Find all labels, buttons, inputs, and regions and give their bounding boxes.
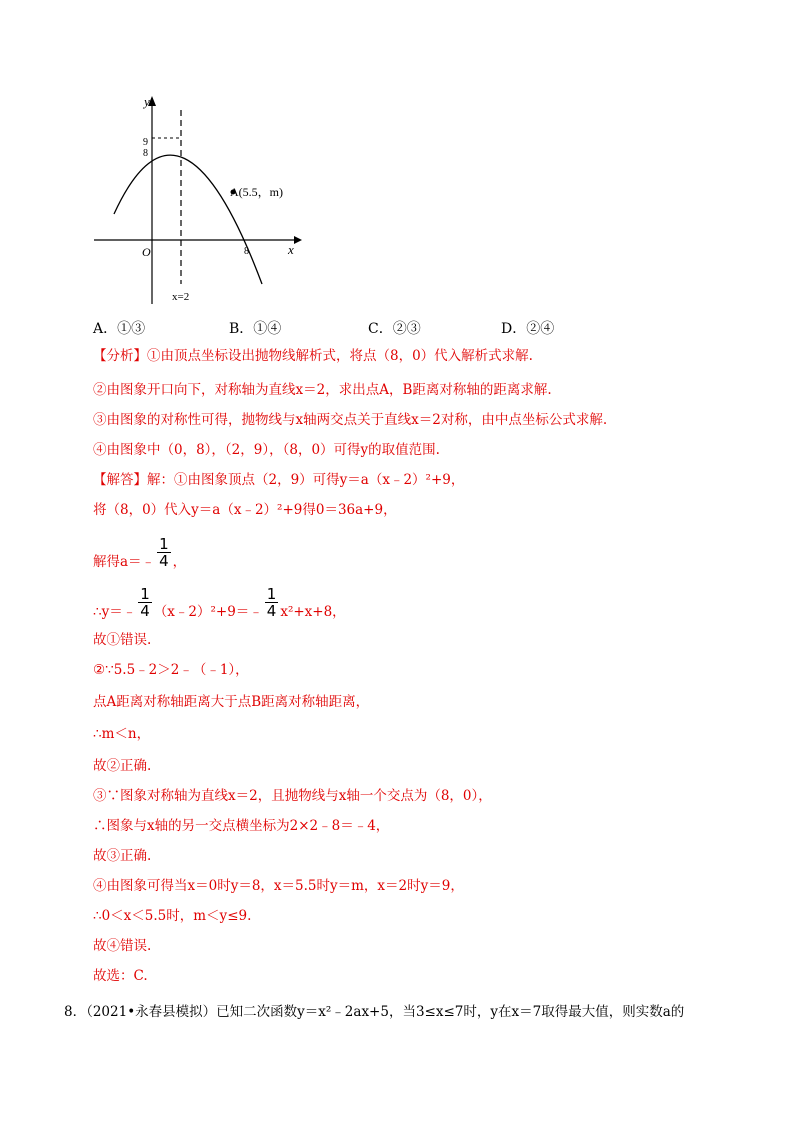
analysis-line-2: ②由图象开口向下，对称轴为直线x＝2，求出点A，B距离对称轴的距离求解. xyxy=(93,382,552,398)
origin-label: O xyxy=(142,245,151,259)
solution-line-16: 故选：C. xyxy=(93,968,148,984)
solution-line-11: ∴图象与x轴的另一交点横坐标为2×2﹣8＝﹣4， xyxy=(93,818,390,834)
fraction-numerator: 1 xyxy=(140,585,150,603)
point-a-label: A(5.5，m) xyxy=(230,185,283,199)
solution-line-13: ④由图象可得当x＝0时y＝8，x＝5.5时y＝m，x＝2时y＝9， xyxy=(93,878,464,894)
tick-label-8: 8 xyxy=(143,148,148,159)
solution-line-6: ②∵5.5﹣2＞2﹣（﹣1）， xyxy=(93,662,249,678)
fraction-numerator: 1 xyxy=(266,585,277,603)
option-d: D．②④ xyxy=(501,321,555,337)
solution-line-8: ∴m＜n， xyxy=(93,726,151,742)
solution-line-12: 故③正确. xyxy=(93,848,152,864)
y-axis-label: y xyxy=(144,94,150,109)
solution-line-3-post: ， xyxy=(172,554,187,570)
option-b: B．①④ xyxy=(229,321,282,337)
solution-line-14: ∴0＜x＜5.5时，m＜y≤9. xyxy=(93,908,252,924)
solution-line-1: 【解答】解：①由图象顶点（2，9）可得y＝a（x﹣2）²+9， xyxy=(93,472,465,488)
tick-label-9: 9 xyxy=(143,137,148,148)
analysis-line-1: 【分析】①由顶点坐标设出抛物线解析式，将点（8，0）代入解析式求解. xyxy=(93,348,533,364)
option-c: C．②③ xyxy=(368,321,421,337)
x-axis-arrow xyxy=(294,236,302,244)
fraction-numerator: 1 xyxy=(159,535,169,553)
x-axis-label: x xyxy=(288,242,294,257)
solution-line-7: 点A距离对称轴距离大于点B距离对称轴距离， xyxy=(93,694,370,710)
solution-line-3-pre: 解得a＝﹣ xyxy=(93,554,156,570)
answer-options xyxy=(93,318,733,342)
analysis-line-4: ④由图象中（0，8），（2，9），（8，0）可得y的取值范围. xyxy=(93,442,440,458)
solution-line-4-c: x²+x+8， xyxy=(280,604,346,620)
fraction-one-quarter-3 xyxy=(265,586,279,619)
fraction-denominator: 4 xyxy=(266,602,277,620)
solution-line-4-b: （x﹣2）²+9＝﹣ xyxy=(153,604,263,620)
solution-line-4 xyxy=(93,585,346,629)
fraction-one-quarter-2 xyxy=(138,586,152,619)
parabola-graph xyxy=(88,88,308,312)
solution-line-4-a: ∴y＝﹣ xyxy=(93,604,137,620)
question-8: 8．（2021•永春县模拟）已知二次函数y＝x²﹣2ax+5，当3≤x≤7时，y在x＝7取得最大值，则实数a的 xyxy=(64,1004,685,1020)
axis-line-label: x=2 xyxy=(172,291,190,303)
parabola-curve xyxy=(114,155,262,284)
option-a: A．①③ xyxy=(93,321,146,337)
fraction-one-quarter xyxy=(157,536,171,569)
fraction-denominator: 4 xyxy=(140,602,150,620)
x-tick-label-8: 8 xyxy=(244,246,249,257)
solution-line-15: 故④错误. xyxy=(93,938,152,954)
solution-line-9: 故②正确. xyxy=(93,758,152,774)
solution-line-3 xyxy=(93,535,187,579)
solution-line-10: ③∵图象对称轴为直线x＝2，且抛物线与x轴一个交点为（8，0）， xyxy=(93,788,492,804)
fraction-denominator: 4 xyxy=(159,552,169,570)
analysis-line-3: ③由图象的对称性可得，抛物线与x轴两交点关于直线x＝2对称，由中点坐标公式求解. xyxy=(93,412,608,428)
solution-line-5: 故①错误. xyxy=(93,632,152,648)
solution-line-2: 将（8，0）代入y＝a（x﹣2）²+9得0＝36a+9， xyxy=(93,502,397,518)
